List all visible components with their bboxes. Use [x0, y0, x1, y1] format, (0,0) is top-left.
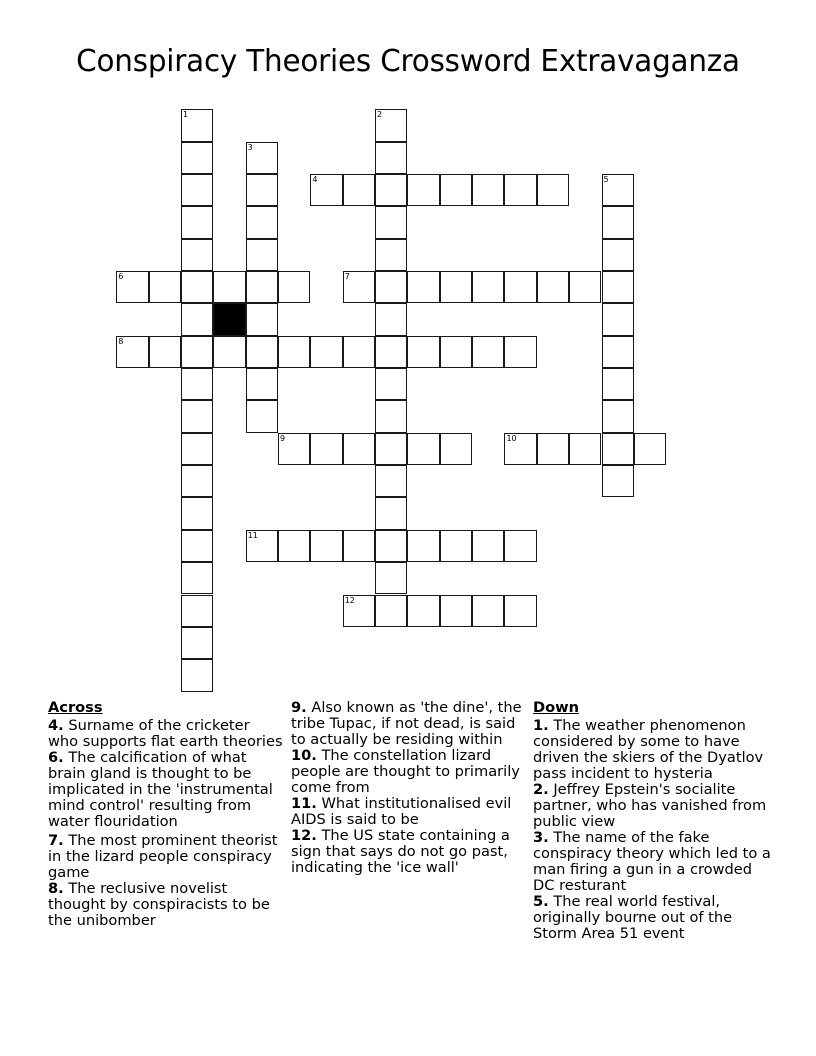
grid-cell[interactable] — [440, 336, 472, 368]
grid-cell[interactable] — [246, 271, 278, 303]
grid-cell[interactable] — [343, 271, 375, 303]
grid-cell[interactable] — [440, 595, 472, 627]
grid-cell[interactable] — [181, 142, 213, 174]
grid-cell[interactable] — [569, 271, 601, 303]
grid-cell[interactable] — [375, 400, 407, 432]
grid-cell[interactable] — [278, 271, 310, 303]
grid-cell[interactable] — [602, 239, 634, 271]
grid-cell[interactable] — [375, 336, 407, 368]
grid-cell[interactable] — [246, 303, 278, 335]
grid-cell[interactable] — [407, 336, 439, 368]
grid-cell[interactable] — [181, 336, 213, 368]
grid-cell[interactable] — [375, 206, 407, 238]
grid-cell[interactable] — [181, 109, 213, 141]
clue-text: What institutionalised evil AIDS is said to be — [291, 795, 512, 828]
clue-text: The reclusive novelist thought by conspiracists to be the unibomber — [48, 880, 270, 929]
grid-cell[interactable] — [246, 239, 278, 271]
clue-down-2 — [533, 782, 773, 830]
grid-cell[interactable] — [116, 336, 148, 368]
grid-cell[interactable] — [375, 303, 407, 335]
grid-cell[interactable] — [504, 174, 536, 206]
grid-cell[interactable] — [602, 465, 634, 497]
clue-text: The most prominent theorist in the lizard people conspiracy game — [48, 832, 278, 881]
clue-across-4 — [48, 718, 283, 750]
clue-number: 10. — [291, 747, 317, 764]
clue-number-label: 7 — [344, 272, 350, 281]
clue-across-6 — [48, 750, 283, 830]
grid-cell[interactable] — [537, 174, 569, 206]
grid-cell[interactable] — [213, 336, 245, 368]
grid-cell[interactable] — [602, 336, 634, 368]
grid-cell[interactable] — [181, 530, 213, 562]
clue-text: The real world festival, originally bourne out of the Storm Area 51 event — [533, 893, 733, 942]
grid-cell[interactable] — [181, 239, 213, 271]
clue-number-label: 11 — [247, 530, 258, 540]
black-square — [213, 303, 245, 335]
grid-cell[interactable] — [181, 400, 213, 432]
grid-cell[interactable] — [602, 271, 634, 303]
grid-cell[interactable] — [343, 174, 375, 206]
grid-cell[interactable] — [181, 595, 213, 627]
grid-cell[interactable] — [343, 530, 375, 562]
grid-cell[interactable] — [278, 433, 310, 465]
clue-text: The calcification of what brain gland is thought to be implicated in the 'instrumental mind control' resulting from water flouridation — [48, 749, 273, 830]
grid-cell[interactable] — [375, 271, 407, 303]
clue-number-label: 12 — [344, 595, 355, 605]
clue-text: The US state containing a sign that says do not go past, indicating the 'ice wall' — [291, 827, 510, 876]
grid-cell[interactable] — [537, 433, 569, 465]
clue-number: 2. — [533, 781, 549, 798]
grid-cell[interactable] — [407, 530, 439, 562]
grid-cell[interactable] — [602, 303, 634, 335]
grid-cell[interactable] — [181, 206, 213, 238]
grid-cell[interactable] — [246, 530, 278, 562]
clue-number-label: 6 — [118, 272, 124, 281]
clue-number-label: 2 — [377, 110, 383, 120]
grid-cell[interactable] — [213, 271, 245, 303]
clue-number-label: 10 — [506, 433, 517, 443]
clue-down-3 — [533, 830, 773, 894]
clue-down-1 — [533, 718, 773, 782]
grid-cell[interactable] — [407, 174, 439, 206]
clue-number: 7. — [48, 832, 64, 849]
clue-number: 4. — [48, 717, 64, 734]
grid-cell[interactable] — [504, 530, 536, 562]
grid-cell[interactable] — [310, 174, 342, 206]
grid-cell[interactable] — [246, 368, 278, 400]
grid-cell[interactable] — [375, 530, 407, 562]
grid-cell[interactable] — [504, 433, 536, 465]
grid-cell[interactable] — [343, 336, 375, 368]
grid-cell[interactable] — [278, 530, 310, 562]
clues-column-1 — [48, 700, 283, 929]
clue-number-label: 8 — [118, 336, 124, 346]
grid-cell[interactable] — [181, 303, 213, 335]
clue-number-label: 9 — [280, 433, 286, 443]
clue-number: 12. — [291, 827, 317, 844]
grid-cell[interactable] — [278, 336, 310, 368]
grid-cell[interactable] — [537, 271, 569, 303]
grid-cell[interactable] — [472, 271, 504, 303]
down-heading: Down — [533, 699, 580, 716]
grid-cell[interactable] — [440, 271, 472, 303]
grid-cell[interactable] — [310, 433, 342, 465]
across-heading: Across — [48, 699, 103, 716]
grid-cell[interactable] — [181, 497, 213, 529]
grid-cell[interactable] — [375, 497, 407, 529]
clue-across-11 — [291, 796, 526, 828]
clue-across-10 — [291, 748, 526, 796]
grid-cell[interactable] — [246, 206, 278, 238]
grid-cell[interactable] — [149, 271, 181, 303]
grid-cell[interactable] — [472, 174, 504, 206]
grid-cell[interactable] — [375, 465, 407, 497]
clue-number: 11. — [291, 795, 317, 812]
grid-cell[interactable] — [181, 659, 213, 691]
grid-cell[interactable] — [149, 336, 181, 368]
grid-cell[interactable] — [375, 174, 407, 206]
grid-cell[interactable] — [310, 530, 342, 562]
grid-cell[interactable] — [440, 433, 472, 465]
grid-cell[interactable] — [246, 142, 278, 174]
clue-text: The constellation lizard people are thought to primarily come from — [291, 747, 520, 796]
grid-cell[interactable] — [181, 562, 213, 594]
clue-number: 6. — [48, 749, 64, 766]
clue-number-label: 5 — [603, 174, 609, 184]
grid-cell[interactable] — [602, 368, 634, 400]
clue-text: The name of the fake conspiracy theory which led to a man firing a gun in a crowded DC resturant — [533, 829, 771, 894]
clue-text: Also known as 'the dine', the tribe Tupac, if not dead, is said to actually be residing within — [291, 699, 522, 748]
grid-cell[interactable] — [181, 271, 213, 303]
grid-cell[interactable] — [375, 368, 407, 400]
grid-cell[interactable] — [407, 433, 439, 465]
grid-cell[interactable] — [440, 530, 472, 562]
grid-cell[interactable] — [569, 433, 601, 465]
clues-column-3 — [533, 700, 773, 942]
grid-cell[interactable] — [440, 174, 472, 206]
grid-cell[interactable] — [181, 174, 213, 206]
grid-cell[interactable] — [504, 336, 536, 368]
grid-cell[interactable] — [246, 174, 278, 206]
clue-number: 1. — [533, 717, 549, 734]
grid-cell[interactable] — [602, 433, 634, 465]
clue-text: Jeffrey Epstein's socialite partner, who has vanished from public view — [533, 781, 767, 830]
grid-cell[interactable] — [181, 368, 213, 400]
grid-cell[interactable] — [602, 400, 634, 432]
clue-across-9 — [291, 700, 526, 748]
grid-cell[interactable] — [343, 433, 375, 465]
clue-across-7 — [48, 833, 283, 881]
grid-cell[interactable] — [375, 562, 407, 594]
grid-cell[interactable] — [375, 142, 407, 174]
grid-cell[interactable] — [407, 271, 439, 303]
clue-number-label: 3 — [247, 142, 253, 152]
clue-number: 9. — [291, 699, 307, 716]
grid-cell[interactable] — [602, 174, 634, 206]
clue-down-5 — [533, 894, 773, 942]
grid-cell[interactable] — [375, 595, 407, 627]
clue-number: 3. — [533, 829, 549, 846]
grid-cell[interactable] — [472, 595, 504, 627]
grid-cell[interactable] — [634, 433, 666, 465]
grid-cell[interactable] — [375, 239, 407, 271]
clues-column-2 — [291, 700, 526, 876]
clue-number-label: 4 — [312, 174, 318, 184]
grid-cell[interactable] — [375, 433, 407, 465]
grid-cell[interactable] — [181, 433, 213, 465]
grid-cell[interactable] — [181, 627, 213, 659]
grid-cell[interactable] — [472, 336, 504, 368]
grid-cell[interactable] — [472, 530, 504, 562]
grid-cell[interactable] — [310, 336, 342, 368]
clue-across-8 — [48, 881, 283, 929]
grid-cell[interactable] — [407, 595, 439, 627]
clue-number: 5. — [533, 893, 549, 910]
grid-cell[interactable] — [375, 109, 407, 141]
grid-cell[interactable] — [504, 595, 536, 627]
clue-text: Surname of the cricketer who supports flat earth theories — [48, 717, 283, 750]
grid-cell[interactable] — [181, 465, 213, 497]
page-title: Conspiracy Theories Crossword Extravaganza — [76, 44, 740, 79]
grid-cell[interactable] — [602, 206, 634, 238]
grid-cell[interactable] — [246, 336, 278, 368]
clue-text: The weather phenomenon considered by some to have driven the skiers of the Dyatlov pass incident to hysteria — [533, 717, 764, 782]
grid-cell[interactable] — [504, 271, 536, 303]
clue-across-12 — [291, 828, 526, 876]
clue-number-label: 1 — [182, 110, 189, 120]
clue-number: 8. — [48, 880, 64, 897]
grid-cell[interactable] — [246, 400, 278, 432]
grid-cell[interactable] — [116, 271, 148, 303]
grid-cell[interactable] — [343, 595, 375, 627]
